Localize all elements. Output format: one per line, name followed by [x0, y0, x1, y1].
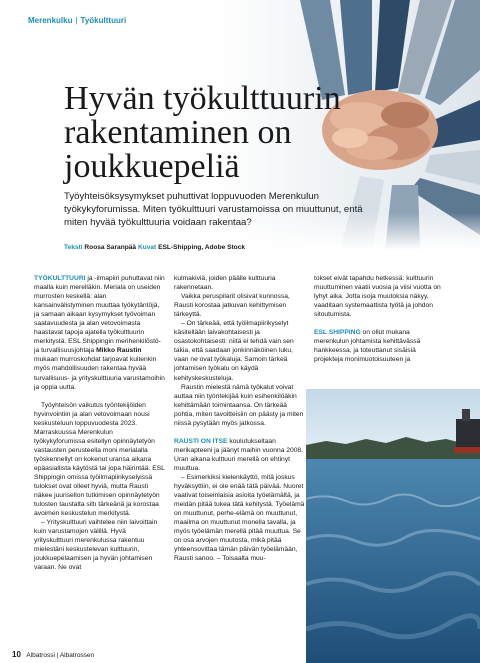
paragraph-text: koulutukseltaan merikapteeni ja jäänyt maihin vuonna 2008. Uran aikana kulttuuri merellä on ehtinyt muuttua.: [174, 437, 304, 472]
body-column-3: [314, 274, 445, 364]
page-footer: [12, 650, 94, 659]
paragraph: Vaikka peruspilarit olisivat kunnossa, Rausti korostaa jatkuvan kehittymisen tärkeyttä.: [174, 293, 290, 319]
page-number: 10: [12, 650, 21, 659]
credit-text-label: Teksti: [64, 244, 83, 251]
body-column-2: [174, 274, 305, 563]
person-name: Mikko Raustin: [96, 347, 142, 355]
paragraph: Työyhteisön vaikutus työntekijöiden hyvinvointiin ja alan vetovoimaan nousi keskusteluun loppuvuodesta 2023. Marraskuussa Merenkulun työkykyforumissa esitellyn opinnäytetyön vastausten perusteella moni merialalla työskennellyt on kokenut uransa aikana epäasiallista käytöstä tai jopa häirintää. ESL Shippingin omissa työilmapiirikyselyissä tulokset ovat olleet hyviä, mutta Rausti näkee juurisellon tutkimisen opinnäytetyön tulosten taustalta siltı tärkeänä ja korostaa avoimen keskustelun merkitystä.: [34, 401, 165, 518]
article-title: Hyvän työkulttuurin rakentaminen on joukkuepeliä: [64, 80, 341, 185]
paragraph-lead-in: ESL SHIPPING: [314, 329, 361, 337]
paragraph-lead-in: RAUSTI ON ITSE: [174, 437, 228, 445]
paragraph: [34, 274, 165, 392]
subsection-name: Työkulttuuri: [80, 16, 127, 25]
credit-photo-label: Kuvat: [137, 244, 157, 251]
body-column-1: [34, 274, 165, 573]
paragraph: Raustin mielestä nämä työkalut voivat auttaa niin työntekijää kuin esihenkilöäkin kehittämään toimintaansa. On tärkeää pohtia, miten tavoitteisiin on päästy ja miten niissä pysytään myös jatkossa.: [174, 383, 304, 427]
paragraph-text: ja -ilmapiiri puhuttavat niin maalla kuin merelläkin. Meriala on useiden murrosten keskellä: alan kansainvälistyminen muuttaa työkytäntöjä, ja samaan aikaan kysymykset työvoiman saatavuudesta ja alan vetovoimasta haastavat tapoja ajatella työkulttuurin merkitystä. ESL Shippingin merihenkilöstö- ja turvallisuusjohtaja: [34, 275, 165, 355]
paragraph: – Esimerkiksi kielenkäyttö, mitä joskus hyväksyttiin, ei ole enää tätä päivää. Nuoret vaativat toiseinlaisia asioita työelämältä, ja meidän pitää tukea tätä kehitystä. Työelämä on muuttunut, perhe-elämä on muuttunut, maailma on muuttunut monella tavalla, ja myös työelämän merellä pitää muuttua. Se on osa arvojen muutosta, mikä pitää yhteensovittaa tämän päivän työelämään, Rausti sanoo. – Toisaalta muu-: [174, 473, 305, 563]
magazine-name: Albatrossi | Albatrossen: [26, 652, 95, 659]
paragraph-text: mukaan murroskohdat tarjoavat kuitenkin myös mahdollisuuden rakentaa hyvää turvallisuus- ja yrityskulttuuria varustamoihin ja oppia uutta.: [34, 356, 165, 391]
paragraph: [174, 437, 305, 473]
section-separator: |: [75, 16, 78, 25]
credit-author: Roosa Saranpää: [84, 244, 137, 251]
article-lead: Työyhteisöksysymykset puhuttivat loppuvuoden Merenkulun työkykyforumissa. Miten työkulttuuri varustamoissa on muuttunut, entä miten hyvää työkulttuuria voidaan rakentaa?: [64, 191, 363, 228]
article-credits: [64, 244, 245, 251]
paragraph: – On tärkeää, että työilmapiirikyselyt käsitellään laivakohtaisesti ja osastokohtaisesti: niitä ei tehdä vain sen takia, että saadaan jonkinnäköinen luku, vaan ne ovat työkaluja. Samoin tärkeä johtamisen työkalu on käydä kehityskeskusteluja.: [174, 320, 294, 382]
paragraph-text: on ollut mukana merenkulun johtamista kehittävässä hankkeessa, ja toteuttanut sisäisiä projekteja monimuotoisuuteen ja: [314, 329, 421, 364]
paragraph: kulmakiviä, joiden päälle kulttuuria rakennetaan.: [174, 275, 276, 292]
section-kicker: [28, 16, 126, 25]
paragraph: tokset eivät tapahdu hetkessä: kulttuurin muuttuminen vaatii vuosia ja viisi vuotta on lyhyt aika. Jotta isoja muutoksia näkyy, vaaditaan systemaattista työtä ja johdon sitoutumista.: [314, 275, 441, 319]
paragraph: [314, 328, 445, 364]
section-name: Merenkulku: [28, 16, 73, 25]
paragraph: – Yrityskulttuuri vaihtelee niin laivoittain kuin varustamojen välillä. Hyvä yrityskulttuuri merenkulussa rakentuu mielestäni keskustelevan kulttuurin, joukkuepelaamisen ja hyvän johtamisen varaan. Ne ovat: [34, 519, 158, 572]
paragraph-lead-in: TYÖKULTTUURI: [34, 275, 86, 282]
sea-photo: [306, 389, 480, 663]
credit-photographer: ESL-Shipping, Adobe Stock: [158, 244, 246, 251]
